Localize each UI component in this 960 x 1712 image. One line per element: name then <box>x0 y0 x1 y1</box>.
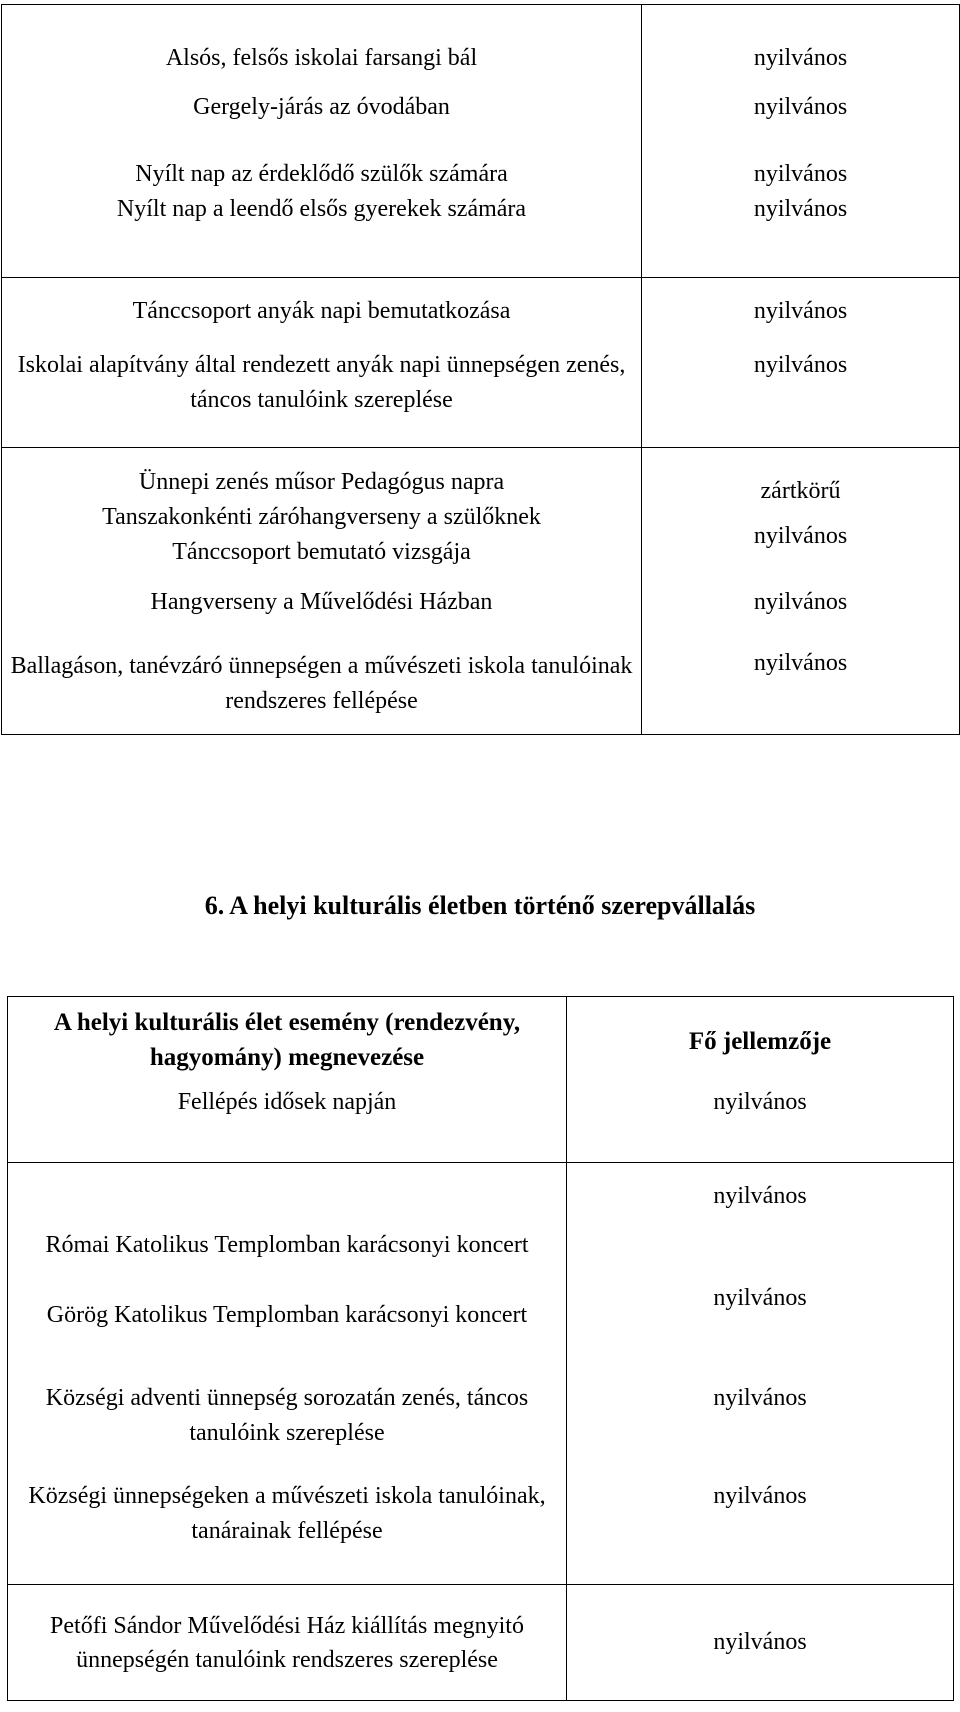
table-header-row <box>8 997 954 1075</box>
table-row <box>2 192 960 278</box>
event-type-cell: nyilvános <box>642 572 960 634</box>
table-row <box>8 1075 954 1163</box>
events-table-continued <box>1 4 960 735</box>
event-type-cell: nyilvános <box>567 1075 954 1163</box>
column-header-type: Fő jellemzője <box>567 997 954 1075</box>
event-type-cell: nyilvános <box>567 1267 954 1365</box>
event-type-cell: nyilvános <box>642 346 960 448</box>
event-name-cell: Görög Katolikus Templomban karácsonyi koncert <box>8 1267 567 1365</box>
table-row <box>8 1585 954 1701</box>
event-name-cell: Községi adventi ünnepség sorozatán zenés, táncos tanulóink szereplése <box>8 1365 567 1467</box>
event-type-cell: nyilvános <box>567 1163 954 1267</box>
table-row <box>2 634 960 735</box>
event-type-cell: nyilvános <box>567 1365 954 1467</box>
table-row <box>2 76 960 140</box>
event-type-cell: nyilvános <box>642 140 960 192</box>
table-row <box>2 346 960 448</box>
table-row <box>2 278 960 346</box>
event-type-line: nyilvános <box>753 522 848 549</box>
table-row <box>2 448 960 572</box>
event-name-cell: Tánccsoport anyák napi bemutatkozása <box>2 278 642 346</box>
event-name-cell: Hangverseny a Művelődési Házban <box>2 572 642 634</box>
event-name-cell: Gergely-járás az óvodában <box>2 76 642 140</box>
event-type-cell: nyilvános <box>642 634 960 735</box>
section-heading: 6. A helyi kulturális életben történő szerepvállalás <box>204 891 756 920</box>
table-row <box>8 1267 954 1365</box>
event-type-line: zártkörű <box>760 477 841 504</box>
event-name-cell: Községi ünnepségeken a művészeti iskola tanulóinak, tanárainak fellépése <box>8 1467 567 1585</box>
event-type-cell: nyilvános <box>642 192 960 278</box>
table-row <box>8 1467 954 1585</box>
event-name-cell: Iskolai alapítvány által rendezett anyák napi ünnepségen zenés, táncos tanulóink szereplése <box>2 346 642 448</box>
event-name-cell: Nyílt nap az érdeklődő szülők számára <box>2 140 642 192</box>
event-name-line: Tánccsoport bemutató vizsgája <box>172 538 471 565</box>
event-type-cell: nyilvános <box>642 76 960 140</box>
event-type-cell: nyilvános <box>567 1585 954 1701</box>
event-name-cell <box>2 448 642 572</box>
event-type-cell: nyilvános <box>642 5 960 76</box>
event-name-cell: Petőfi Sándor Művelődési Ház kiállítás megnyitó ünnepségén tanulóink rendszeres szereplése <box>8 1585 567 1701</box>
table-row <box>2 5 960 76</box>
table-row <box>2 572 960 634</box>
event-name-cell: Római Katolikus Templomban karácsonyi koncert <box>8 1163 567 1267</box>
event-name-cell: Nyílt nap a leendő elsős gyerekek számára <box>2 192 642 278</box>
table-row <box>2 140 960 192</box>
table-row <box>8 1365 954 1467</box>
event-type-cell: nyilvános <box>567 1467 954 1585</box>
event-type-cell: nyilvános <box>642 278 960 346</box>
event-type-cell <box>642 448 960 572</box>
event-name-cell: Alsós, felsős iskolai farsangi bál <box>2 5 642 76</box>
table-row <box>8 1163 954 1267</box>
event-name-cell: Ballagáson, tanévzáró ünnepségen a művészeti iskola tanulóinak rendszeres fellépése <box>2 634 642 735</box>
event-name-line: Tanszakonkénti záróhangverseny a szülőknek <box>102 503 541 530</box>
cultural-events-table <box>7 996 954 1701</box>
column-header-event: A helyi kulturális élet esemény (rendezvény, hagyomány) megnevezése <box>8 997 567 1075</box>
event-name-line: Ünnepi zenés műsor Pedagógus napra <box>138 468 505 495</box>
event-name-cell: Fellépés idősek napján <box>8 1075 567 1163</box>
